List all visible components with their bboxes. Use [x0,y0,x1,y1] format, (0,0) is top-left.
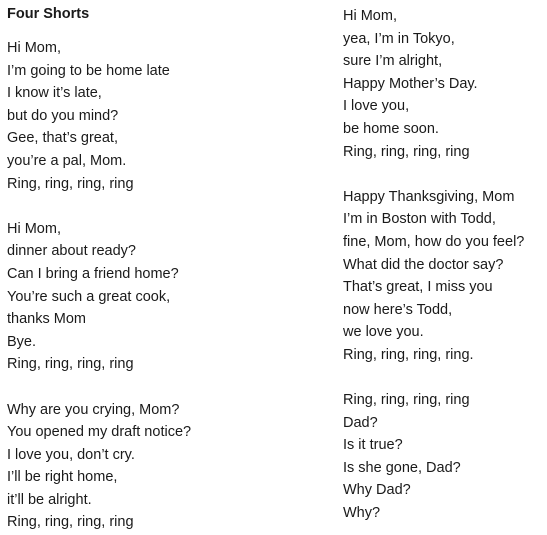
poem-line: Hi Mom, [7,220,61,237]
poem-line: Why are you crying, Mom? [7,401,180,418]
poem-line: you’re a pal, Mom. [7,152,127,169]
poem-line: Ring, ring, ring, ring [7,356,134,373]
poem-line: You’re such a great cook, [7,288,171,305]
poem-line: we love you. [343,324,424,341]
poem-line: now here’s Todd, [343,301,453,318]
poem-line: That’s great, I miss you [343,279,493,296]
poem-line: I’ll be right home, [7,469,118,486]
poem-line: Ring, ring, ring, ring [343,392,470,409]
left-stanzas [7,37,327,534]
stanza [7,399,327,535]
poem-line: I’m in Boston with Todd, [343,211,496,228]
poem-line: it’ll be alright. [7,491,92,508]
poem-line: Why? [343,505,381,522]
poem-line: Gee, that’s great, [7,130,118,147]
poem-line: Why Dad? [343,482,411,499]
poem-line: dinner about ready? [7,243,136,260]
poem-line: I’m going to be home late [7,62,170,79]
stanza [343,389,543,525]
poem-line: Ring, ring, ring, ring. [343,346,474,363]
poem-line: Ring, ring, ring, ring [7,175,134,192]
poem-line: Dad? [343,414,378,431]
poem-line: Happy Thanksgiving, Mom [343,188,515,205]
poem-line: Is it true? [343,437,403,454]
poem-line: Hi Mom, [7,40,61,56]
poem-line: yea, I’m in Tokyo, [343,30,455,47]
poem-line: I love you, [343,98,410,115]
stanza [7,218,327,376]
poem-line: I love you, don’t cry. [7,446,135,463]
poem-line: Bye. [7,333,37,350]
poem-line: Ring, ring, ring, ring [343,143,470,160]
left-column [7,5,327,534]
right-column [343,5,543,525]
poem-line: be home soon. [343,120,439,137]
stanza [7,37,327,195]
poem-line: fine, Mom, how do you feel? [343,233,525,250]
poem-line: Happy Mother’s Day. [343,75,478,92]
poem-line: but do you mind? [7,107,119,124]
poem-line: I know it’s late, [7,85,102,102]
poem-title: Four Shorts [7,6,90,22]
poem-line: Is she gone, Dad? [343,459,461,476]
poem-line: What did the doctor say? [343,256,504,273]
stanza [343,186,543,367]
poem-line: Ring, ring, ring, ring [7,514,134,531]
stanza [343,5,543,163]
poem-line: sure I’m alright, [343,53,443,70]
poem-line: Can I bring a friend home? [7,265,179,282]
poem-line: Hi Mom, [343,8,397,24]
right-stanzas [343,5,543,525]
poem-line: thanks Mom [7,311,86,328]
poem-line: You opened my draft notice? [7,424,192,441]
